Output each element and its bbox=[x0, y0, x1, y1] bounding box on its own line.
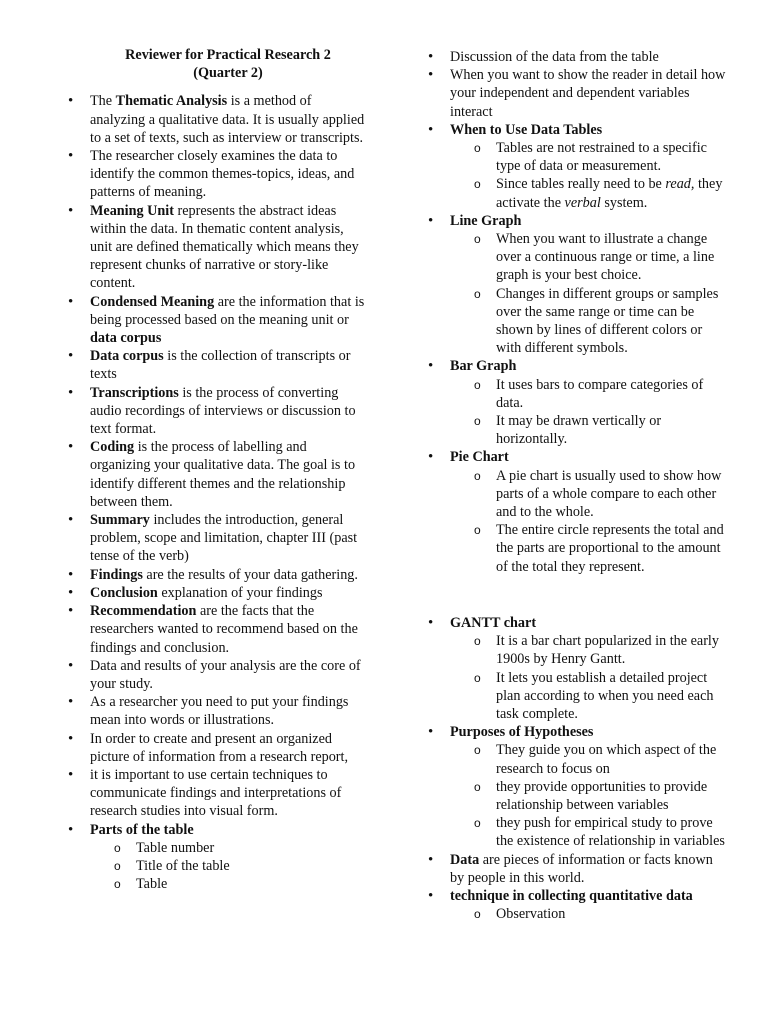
title-line-1: Reviewer for Practical Research 2 bbox=[125, 47, 331, 63]
bullet-transcriptions: • Transcriptions is the process of converting audio recordings of interviews or discussion to text format. bbox=[68, 384, 368, 439]
sub-item: o Since tables really need to be read, they activate the verbal system. bbox=[474, 175, 726, 211]
bullet-data-tables: • When to Use Data Tables o Tables are not restrained to a specific type of data or measurement. o Since tables really need to be read, they activate the verbal system. bbox=[428, 121, 726, 212]
document-title bbox=[78, 46, 378, 82]
sub-item: o A pie chart is usually used to show how parts of a whole compare to each other and to the whole. bbox=[474, 467, 726, 522]
sub-item: o they push for empirical study to prove the existence of relationship in variables bbox=[474, 814, 726, 850]
bullet-data-definition: • Data are pieces of information or facts known by people in this world. bbox=[428, 851, 726, 887]
bullet-data-corpus: • Data corpus is the collection of transcripts or texts bbox=[68, 347, 368, 383]
bullet-show-detail: • When you want to show the reader in detail how your independent and dependent variables interact bbox=[428, 66, 726, 121]
bullet-summary: • Summary includes the introduction, general problem, scope and limitation, chapter III (past tense of the verb) bbox=[68, 511, 368, 566]
bullet-purposes-of-hypotheses: • Purposes of Hypotheses o They guide you on which aspect of the research to focus on o they provide opportunities to provide relationship between variables o they push for empirical study to prove the existence of relationship in variables bbox=[428, 723, 726, 850]
sub-item: o Tables are not restrained to a specific type of data or measurement. bbox=[474, 139, 726, 175]
blank-gap bbox=[428, 576, 726, 614]
technique-list bbox=[450, 905, 726, 923]
data-tables-list bbox=[450, 139, 726, 212]
bullet-organized-picture: • In order to create and present an organized picture of information from a research report, bbox=[68, 730, 368, 766]
bullet-use-techniques: • it is important to use certain techniques to communicate findings and interpretations of research studies into visual form. bbox=[68, 766, 368, 821]
gantt-chart-list bbox=[450, 632, 726, 723]
sub-item: o When you want to illustrate a change over a continuous range or time, a line graph is your best choice. bbox=[474, 230, 726, 285]
sub-item: o It is a bar chart popularized in the early 1900s by Henry Gantt. bbox=[474, 632, 726, 668]
sub-item: o Changes in different groups or samples over the same range or time can be shown by lines of different colors or with different symbols. bbox=[474, 285, 726, 358]
sub-item: o Table number bbox=[114, 839, 368, 857]
bullet-data-results-core: • Data and results of your analysis are the core of your study. bbox=[68, 657, 368, 693]
bar-graph-list bbox=[450, 376, 726, 449]
left-bullet-list bbox=[68, 92, 368, 893]
bullet-conclusion: • Conclusion explanation of your findings bbox=[68, 584, 368, 602]
right-bullet-list-continued bbox=[428, 614, 726, 923]
sub-item: o They guide you on which aspect of the research to focus on bbox=[474, 741, 726, 777]
parts-of-table-list bbox=[90, 839, 368, 894]
sub-item: o It lets you establish a detailed project plan according to when you need each task complete. bbox=[474, 669, 726, 724]
line-graph-list bbox=[450, 230, 726, 357]
bullet-gantt-chart: • GANTT chart o It is a bar chart popularized in the early 1900s by Henry Gantt. o It lets you establish a detailed project plan according to when you need each task complete. bbox=[428, 614, 726, 723]
bullet-pie-chart: • Pie Chart o A pie chart is usually used to show how parts of a whole compare to each other and to the whole. o The entire circle represents the total and the parts are proportional to the amount of the total they represent. bbox=[428, 448, 726, 575]
sub-item: o It uses bars to compare categories of data. bbox=[474, 376, 726, 412]
title-line-2: (Quarter 2) bbox=[193, 65, 263, 82]
bullet-meaning-unit: • Meaning Unit represents the abstract ideas within the data. In thematic content analysis, unit are defined thematically which means they represent chunks of narrative or story-like content. bbox=[68, 202, 368, 293]
bullet-findings: • Findings are the results of your data gathering. bbox=[68, 566, 368, 584]
bullet-technique-quantitative: • technique in collecting quantitative data o Observation bbox=[428, 887, 726, 923]
sub-item: o It may be drawn vertically or horizontally. bbox=[474, 412, 726, 448]
bullet-put-findings: • As a researcher you need to put your findings mean into words or illustrations. bbox=[68, 693, 368, 729]
sub-item: o they provide opportunities to provide relationship between variables bbox=[474, 778, 726, 814]
bullet-researcher-examines: • The researcher closely examines the data to identify the common themes-topics, ideas, and patterns of meaning. bbox=[68, 147, 368, 202]
hypotheses-list bbox=[450, 741, 726, 850]
bullet-recommendation: • Recommendation are the facts that the researchers wanted to recommend based on the findings and conclusion. bbox=[68, 602, 368, 657]
bullet-discussion: • Discussion of the data from the table bbox=[428, 48, 726, 66]
bullet-parts-of-table: • Parts of the table o Table number o Title of the table o Table bbox=[68, 821, 368, 894]
pie-chart-list bbox=[450, 467, 726, 576]
bullet-bar-graph: • Bar Graph o It uses bars to compare categories of data. o It may be drawn vertically or horizontally. bbox=[428, 357, 726, 448]
sub-item: o The entire circle represents the total and the parts are proportional to the amount of the total they represent. bbox=[474, 521, 726, 576]
bullet-condensed-meaning: • Condensed Meaning are the information that is being processed based on the meaning unit or data corpus bbox=[68, 293, 368, 348]
left-column bbox=[68, 46, 368, 893]
bullet-thematic-analysis: • The Thematic Analysis is a method of analyzing a qualitative data. It is usually applied to a set of texts, such as interview or transcripts. bbox=[68, 92, 368, 147]
sub-item: o Observation bbox=[474, 905, 726, 923]
bullet-coding: • Coding is the process of labelling and organizing your qualitative data. The goal is to identify different themes and the relationship between them. bbox=[68, 438, 368, 511]
bullet-line-graph: • Line Graph o When you want to illustrate a change over a continuous range or time, a line graph is your best choice. o Changes in different groups or samples over the same range or time can be shown by lines of different colors or with different symbols. bbox=[428, 212, 726, 358]
sub-item: o Table bbox=[114, 875, 368, 893]
right-column bbox=[428, 48, 726, 923]
sub-item: o Title of the table bbox=[114, 857, 368, 875]
right-bullet-list bbox=[428, 48, 726, 576]
